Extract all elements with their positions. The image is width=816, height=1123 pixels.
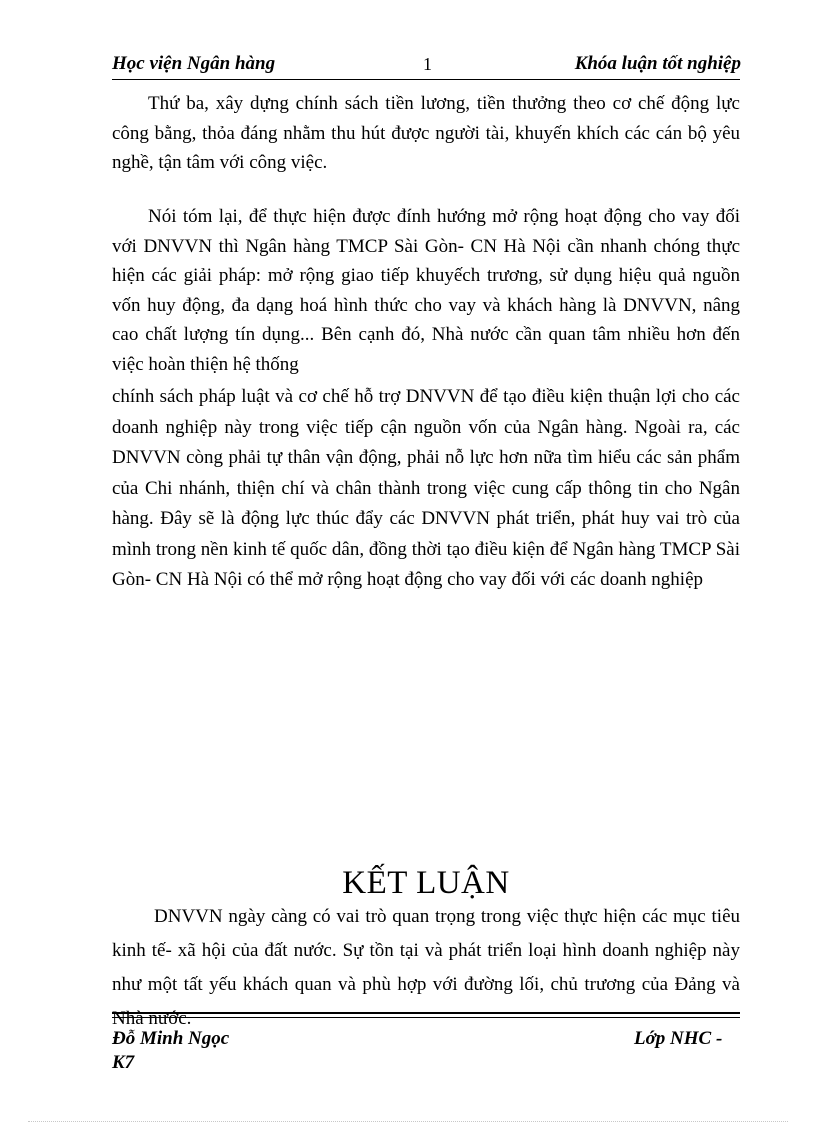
footer-author: Đỗ Minh Ngọc bbox=[112, 1028, 230, 1049]
footer-class: Lớp NHC - bbox=[634, 1028, 723, 1049]
body-paragraph-3: chính sách pháp luật và cơ chế hỗ trợ DNVVN để tạo điều kiện thuận lợi cho các doanh nghiệp này trong việc tiếp cận nguồn vốn của Ngân hàng. Ngoài ra, các DNVVN còng phải tự thân vận động, phải nỗ lực hơn nữa tìm hiểu các sản phẩm của Chi nhánh, thiện chí và chân thành trong việc cung cấp thông tin cho Ngân hàng. Đây sẽ là động lực thúc đẩy các DNVVN phát triển, phát huy vai trò của mình trong nền kinh tế quốc dân, đồng thời tạo điều kiện để Ngân hàng TMCP Sài Gòn- CN Hà Nội có thể mở rộng hoạt động cho vay đối với các doanh nghiệp bbox=[112, 386, 740, 590]
conclusion-paragraph: DNVVN ngày càng có vai trò quan trọng trong việc thực hiện các mục tiêu kinh tế- xã hội của đất nước. Sự tồn tại và phát triển loại hình doanh nghiệp này như một tất yếu khách quan và phù hợp với đường lối, chủ trương của Đảng và Nhà nước. bbox=[112, 906, 740, 1029]
body-paragraph-2: Nói tóm lại, để thực hiện được đính hướng mở rộng hoạt động cho vay đối với DNVVN thì Ngân hàng TMCP Sài Gòn- CN Hà Nội cần nhanh chóng thực hiện các giải pháp: mở rộng giao tiếp khuyếch trương, sử dụng hiệu quả nguồn vốn huy động, đa dạng hoá hình thức cho vay và khách hàng là DNVVN, nâng cao chất lượng tín dụng... Bên cạnh đó, Nhà nước cần quan tâm nhiều hơn đến việc hoàn thiện hệ thống bbox=[112, 206, 740, 375]
header-document-type: Khóa luận tốt nghiệp bbox=[574, 53, 741, 74]
footer-rule bbox=[112, 1012, 740, 1018]
header-institution: Học viện Ngân hàng bbox=[112, 53, 276, 74]
footer-class-suffix: K7 bbox=[112, 1052, 135, 1073]
page-edge-dotted-line bbox=[28, 1121, 788, 1122]
conclusion-heading: KẾT LUẬN bbox=[342, 865, 510, 902]
page-number: 1 bbox=[423, 54, 432, 74]
header-rule bbox=[112, 79, 740, 80]
body-paragraph-1: Thứ ba, xây dựng chính sách tiền lương, tiền thưởng theo cơ chế động lực công bằng, thỏa đáng nhằm thu hút được người tài, khuyến khích các cán bộ yêu nghề, tận tâm với công việc. bbox=[112, 93, 740, 173]
